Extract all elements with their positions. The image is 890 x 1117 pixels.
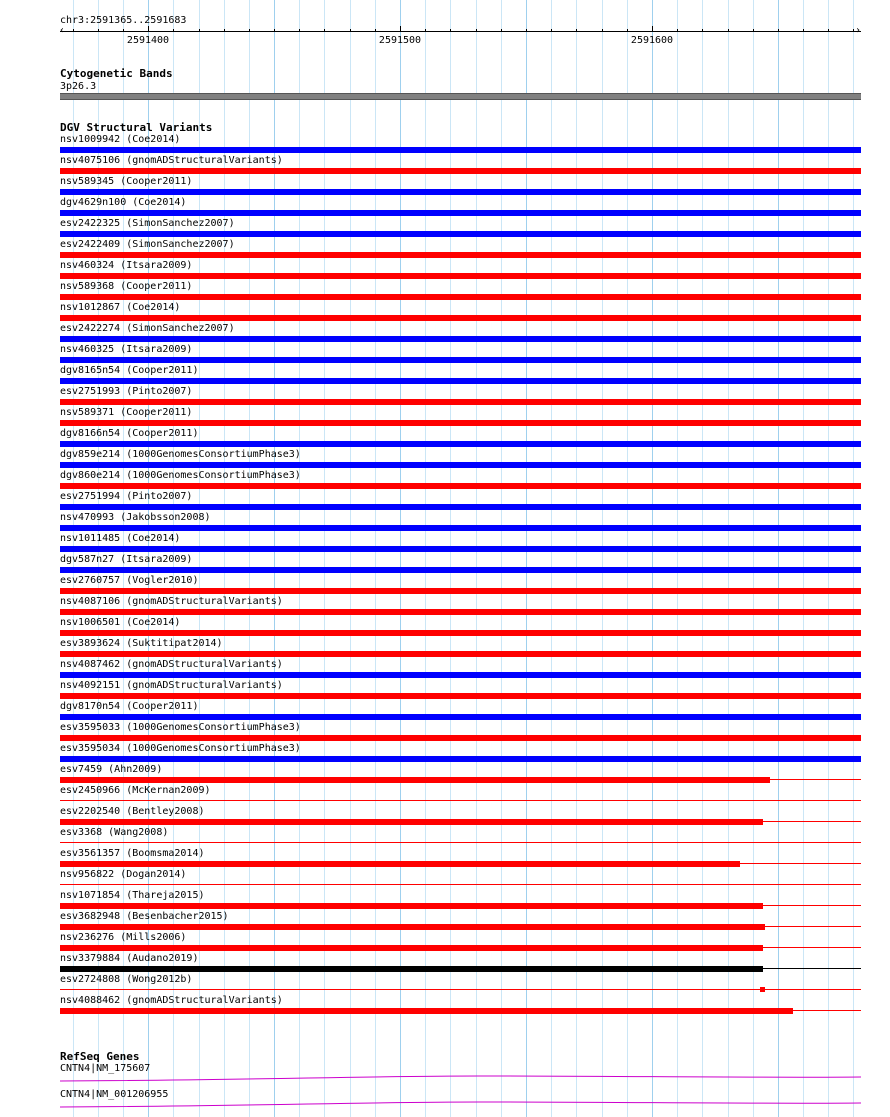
variant-label[interactable]: nsv3379884 (Audano2019): [60, 953, 199, 964]
ruler-tick: [249, 29, 250, 32]
variant-bar[interactable]: [60, 399, 861, 405]
variant-bar[interactable]: [60, 735, 861, 741]
variant-label[interactable]: esv3595034 (1000GenomesConsortiumPhase3): [60, 743, 301, 754]
variant-label[interactable]: dgv8165n54 (Cooper2011): [60, 365, 199, 376]
variant-bar[interactable]: [60, 210, 861, 216]
variant-bar[interactable]: [60, 966, 763, 972]
ruler-right-arrow-icon: ›: [855, 25, 862, 36]
variant-bar[interactable]: [60, 609, 861, 615]
variant-label[interactable]: nsv1011485 (Coe2014): [60, 533, 181, 544]
ruler-tick: [652, 26, 653, 32]
variant-bar[interactable]: [60, 252, 861, 258]
variant-bar[interactable]: [60, 777, 770, 783]
ruler-tick: [728, 29, 729, 32]
variant-label[interactable]: nsv1006501 (Coe2014): [60, 617, 181, 628]
ruler-tick: [753, 29, 754, 32]
ruler-tick: [778, 29, 779, 32]
variant-bar[interactable]: [60, 693, 861, 699]
ruler-tick: [148, 26, 149, 32]
variant-bar[interactable]: [60, 420, 861, 426]
gene-model-nm-175607[interactable]: [60, 1074, 861, 1084]
ruler-tick-label: 2591400: [126, 35, 170, 46]
ruler-tick: [274, 29, 275, 32]
variant-bar[interactable]: [60, 819, 763, 825]
ruler-position: chr3:2591365..2591683: [60, 15, 187, 26]
variant-bar[interactable]: [60, 861, 740, 867]
variant-bar[interactable]: [60, 462, 861, 468]
variant-bar[interactable]: [60, 504, 861, 510]
ruler-tick: [501, 29, 502, 32]
variant-bar[interactable]: [60, 357, 861, 363]
ruler-tick: [173, 29, 174, 32]
variant-label[interactable]: nsv589371 (Cooper2011): [60, 407, 193, 418]
variant-label[interactable]: nsv4092151 (gnomADStructuralVariants): [60, 680, 283, 691]
variant-label[interactable]: nsv460324 (Itsara2009): [60, 260, 193, 271]
variant-line[interactable]: [60, 989, 861, 990]
variant-bar[interactable]: [60, 525, 861, 531]
variant-line[interactable]: [60, 800, 861, 801]
variant-bar[interactable]: [60, 630, 861, 636]
ruler-tick: [853, 29, 854, 32]
variant-bar[interactable]: [60, 756, 861, 762]
variant-label[interactable]: dgv8166n54 (Cooper2011): [60, 428, 199, 439]
variant-label[interactable]: esv3893624 (Suktitipat2014): [60, 638, 223, 649]
ruler-tick: [199, 29, 200, 32]
ruler-tick: [677, 29, 678, 32]
variant-label[interactable]: nsv589368 (Cooper2011): [60, 281, 193, 292]
variant-bar[interactable]: [60, 483, 861, 489]
ruler-tick: [98, 29, 99, 32]
variant-bar[interactable]: [60, 945, 763, 951]
gene-model-nm-001206955[interactable]: [60, 1100, 861, 1110]
variant-label[interactable]: nsv1071854 (Thareja2015): [60, 890, 205, 901]
variant-bar[interactable]: [760, 987, 765, 992]
gene-label-nm-175607[interactable]: CNTN4|NM_175607: [60, 1063, 151, 1074]
variant-label[interactable]: esv2724808 (Wong2012b): [60, 974, 193, 985]
ruler-tick-label: 2591600: [630, 35, 674, 46]
ruler-tick: [702, 29, 703, 32]
variant-label[interactable]: esv2751993 (Pinto2007): [60, 386, 193, 397]
ruler-tick: [73, 29, 74, 32]
variant-bar[interactable]: [60, 231, 861, 237]
variant-line[interactable]: [60, 842, 861, 843]
ruler-tick: [400, 26, 401, 32]
variant-label[interactable]: dgv587n27 (Itsara2009): [60, 554, 193, 565]
ruler-tick: [828, 29, 829, 32]
variant-line[interactable]: [60, 884, 861, 885]
cytoband-label[interactable]: 3p26.3: [60, 81, 97, 92]
ruler-tick: [224, 29, 225, 32]
variant-bar[interactable]: [60, 441, 861, 447]
variant-label[interactable]: nsv470993 (Jakobsson2008): [60, 512, 211, 523]
variant-label[interactable]: esv2751994 (Pinto2007): [60, 491, 193, 502]
variant-label[interactable]: nsv956822 (Dogan2014): [60, 869, 187, 880]
variant-label[interactable]: nsv460325 (Itsara2009): [60, 344, 193, 355]
ruler-tick: [375, 29, 376, 32]
variant-label[interactable]: nsv589345 (Cooper2011): [60, 176, 193, 187]
variant-label[interactable]: nsv4075106 (gnomADStructuralVariants): [60, 155, 283, 166]
variant-bar[interactable]: [60, 336, 861, 342]
variant-label[interactable]: esv2202540 (Bentley2008): [60, 806, 205, 817]
variant-bar[interactable]: [60, 651, 861, 657]
variant-label[interactable]: dgv859e214 (1000GenomesConsortiumPhase3): [60, 449, 301, 460]
variant-label[interactable]: dgv4629n100 (Coe2014): [60, 197, 187, 208]
ruler-tick-label: 2591500: [378, 35, 422, 46]
variant-label[interactable]: nsv236276 (Mills2006): [60, 932, 187, 943]
variant-bar[interactable]: [60, 1008, 793, 1014]
ruler-axis: [60, 31, 861, 32]
variant-label[interactable]: esv3682948 (Besenbacher2015): [60, 911, 229, 922]
ruler-tick: [425, 29, 426, 32]
variant-label[interactable]: dgv8170n54 (Cooper2011): [60, 701, 199, 712]
variant-bar[interactable]: [60, 378, 861, 384]
variant-label[interactable]: dgv860e214 (1000GenomesConsortiumPhase3): [60, 470, 301, 481]
ruler-tick: [123, 29, 124, 32]
variant-label[interactable]: nsv4087462 (gnomADStructuralVariants): [60, 659, 283, 670]
variant-bar[interactable]: [60, 672, 861, 678]
variant-bar[interactable]: [60, 189, 861, 195]
dgv-track-title[interactable]: DGV Structural Variants: [60, 121, 213, 134]
variant-bar[interactable]: [60, 294, 861, 300]
variant-bar[interactable]: [60, 924, 765, 930]
variant-label[interactable]: esv2422409 (SimonSanchez2007): [60, 239, 235, 250]
ruler-tick: [299, 29, 300, 32]
variant-label[interactable]: esv2760757 (Vogler2010): [60, 575, 199, 586]
ruler-tick: [324, 29, 325, 32]
ruler-tick: [627, 29, 628, 32]
variant-bar[interactable]: [60, 903, 763, 909]
variant-label[interactable]: nsv4088462 (gnomADStructuralVariants): [60, 995, 283, 1006]
variant-bar[interactable]: [60, 567, 861, 573]
variant-bar[interactable]: [60, 147, 861, 153]
refseq-track-title[interactable]: RefSeq Genes: [60, 1050, 140, 1063]
ruler-tick: [551, 29, 552, 32]
ruler-tick: [476, 29, 477, 32]
variant-bar[interactable]: [60, 714, 861, 720]
variant-label[interactable]: nsv1009942 (Coe2014): [60, 134, 181, 145]
variant-label[interactable]: esv2422325 (SimonSanchez2007): [60, 218, 235, 229]
variant-label[interactable]: esv3368 (Wang2008): [60, 827, 169, 838]
variant-label[interactable]: esv3561357 (Boomsma2014): [60, 848, 205, 859]
variant-bar[interactable]: [60, 273, 861, 279]
ruler-left-arrow-icon: ‹: [59, 25, 66, 36]
gene-label-nm-001206955[interactable]: CNTN4|NM_001206955: [60, 1089, 169, 1100]
variant-bar[interactable]: [60, 546, 861, 552]
variant-bar[interactable]: [60, 315, 861, 321]
variant-label[interactable]: esv2450966 (McKernan2009): [60, 785, 211, 796]
ruler-tick: [350, 29, 351, 32]
variant-label[interactable]: nsv1012867 (Coe2014): [60, 302, 181, 313]
cytoband-track-title[interactable]: Cytogenetic Bands: [60, 67, 173, 80]
ruler-tick: [602, 29, 603, 32]
cytoband-bar[interactable]: [60, 93, 861, 100]
ruler-tick: [526, 29, 527, 32]
variant-bar[interactable]: [60, 588, 861, 594]
variant-bar[interactable]: [60, 168, 861, 174]
variant-label[interactable]: esv2422274 (SimonSanchez2007): [60, 323, 235, 334]
variant-label[interactable]: esv3595033 (1000GenomesConsortiumPhase3): [60, 722, 301, 733]
variant-label[interactable]: esv7459 (Ahn2009): [60, 764, 163, 775]
ruler-tick: [803, 29, 804, 32]
ruler-tick: [450, 29, 451, 32]
variant-label[interactable]: nsv4087106 (gnomADStructuralVariants): [60, 596, 283, 607]
ruler-tick: [576, 29, 577, 32]
